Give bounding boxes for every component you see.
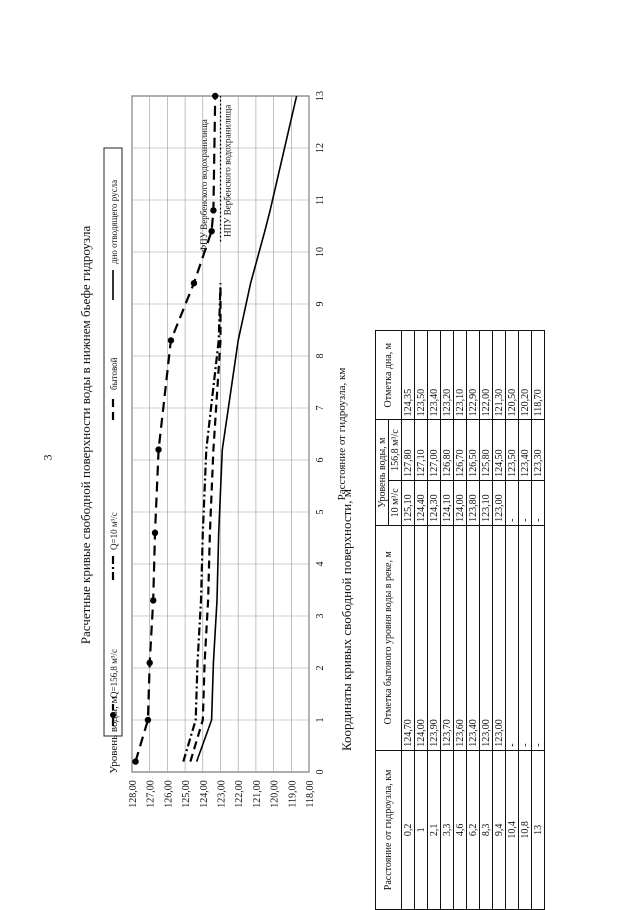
- table-cell: 124,40: [415, 480, 428, 525]
- table-cell: 10,8: [519, 750, 532, 909]
- table-cell: -: [519, 480, 532, 525]
- table-cell: -: [506, 480, 519, 525]
- page-number: 3: [40, 454, 55, 461]
- x-tick-label: 2: [315, 665, 326, 671]
- y-tick-label: 120,00: [269, 780, 281, 808]
- data-point: [147, 660, 153, 666]
- table-cell: 121,30: [493, 331, 506, 420]
- table-row: [428, 331, 441, 910]
- table-row: [454, 331, 467, 910]
- table-cell: 123,30: [532, 420, 545, 481]
- table-cell: 124,30: [428, 480, 441, 525]
- series-line: [190, 283, 220, 761]
- table-cell: 123,40: [428, 331, 441, 420]
- y-tick-label: 125,00: [181, 780, 193, 808]
- data-point: [191, 280, 197, 286]
- table-cell: 3,3: [441, 750, 454, 909]
- table-cell: -: [532, 525, 545, 750]
- annotation-fpu: ФПУ Вербенского водохранилища: [198, 119, 209, 252]
- legend-label: Q=10 м³/с: [109, 512, 119, 550]
- x-tick-label: 13: [315, 91, 326, 101]
- table-cell: 123,10: [480, 480, 493, 525]
- table-cell: 4,6: [454, 750, 467, 909]
- y-tick-label: 121,00: [251, 780, 263, 808]
- table-cell: 123,90: [428, 525, 441, 750]
- x-tick-label: 0: [315, 769, 326, 775]
- table-title: Координаты кривых свободной поверхности, м: [339, 489, 354, 751]
- table-row: [415, 331, 428, 910]
- data-point: [150, 597, 156, 603]
- table-cell: 123,10: [454, 331, 467, 420]
- x-tick-label: 5: [315, 509, 326, 515]
- table-cell: -: [506, 525, 519, 750]
- coordinates-table: [375, 330, 545, 910]
- table-cell: 123,00: [493, 480, 506, 525]
- table-cell: 13: [532, 750, 545, 909]
- table-cell: 8,3: [480, 750, 493, 909]
- table-cell: -: [519, 525, 532, 750]
- table-row: [441, 331, 454, 910]
- table-cell: 127,00: [428, 420, 441, 481]
- x-tick-label: 6: [315, 457, 326, 463]
- legend-label: дно отводящего русла: [109, 179, 119, 264]
- table-cell: 122,00: [480, 331, 493, 420]
- coordinates-table-wrap: [339, 330, 555, 910]
- annotation-npu: НПУ Вербенского водохранилища: [222, 104, 233, 237]
- x-tick-label: 7: [315, 405, 326, 411]
- data-point: [132, 758, 138, 764]
- data-point: [155, 446, 161, 452]
- table-cell: 123,00: [493, 525, 506, 750]
- table-cell: 120,50: [506, 331, 519, 420]
- legend-label: бытовой: [109, 357, 119, 390]
- x-tick-label: 8: [315, 353, 326, 359]
- table-cell: 126,70: [454, 420, 467, 481]
- table-cell: 126,50: [467, 420, 480, 481]
- y-tick-label: 119,00: [287, 780, 299, 808]
- table-cell: 127,80: [402, 420, 415, 481]
- y-tick-label: 127,00: [145, 780, 157, 808]
- table-cell: 124,70: [402, 525, 415, 750]
- th-level: Уровень воды, м: [376, 420, 389, 526]
- table-cell: 125,80: [480, 420, 493, 481]
- th-q156: 156,8 м³/с: [389, 420, 402, 481]
- y-tick-label: 126,00: [163, 780, 175, 808]
- table-cell: 10,4: [506, 750, 519, 909]
- table-cell: 1: [415, 750, 428, 909]
- table-cell: 0,2: [402, 750, 415, 909]
- table-cell: 124,35: [402, 331, 415, 420]
- table-cell: 124,50: [493, 420, 506, 481]
- table-cell: 123,50: [415, 331, 428, 420]
- y-tick-label: 128,00: [128, 780, 139, 808]
- data-point: [152, 530, 158, 536]
- y-tick-label: 124,00: [198, 780, 210, 808]
- data-point: [210, 207, 216, 213]
- table-cell: 123,50: [506, 420, 519, 481]
- table-cell: 124,10: [441, 480, 454, 525]
- y-tick-label: 118,00: [305, 780, 316, 808]
- x-tick-label: 10: [315, 247, 326, 257]
- table-row: [519, 331, 532, 910]
- table-row: [532, 331, 545, 910]
- table-cell: 123,40: [467, 525, 480, 750]
- legend-label: Q=156,8 м³/с: [109, 649, 119, 698]
- table-cell: -: [532, 480, 545, 525]
- th-q10: 10 м³/с: [389, 480, 402, 525]
- table-cell: 123,60: [454, 525, 467, 750]
- table-cell: 124,00: [415, 525, 428, 750]
- table-row: [506, 331, 519, 910]
- series-line: [197, 96, 297, 762]
- table-row: [480, 331, 493, 910]
- table-cell: 124,00: [454, 480, 467, 525]
- data-point: [208, 228, 214, 234]
- x-tick-label: 3: [315, 613, 326, 619]
- table-cell: 122,90: [467, 331, 480, 420]
- x-tick-label: 11: [315, 195, 326, 205]
- table-cell: 127,10: [415, 420, 428, 481]
- data-point: [212, 93, 218, 99]
- x-axis-title: Расстояние от гидроузла, км: [336, 367, 348, 501]
- y-tick-label: 123,00: [216, 780, 228, 808]
- y-axis-title: Уровень воды, м: [108, 696, 120, 774]
- data-point: [145, 717, 151, 723]
- x-tick-label: 4: [315, 561, 326, 567]
- th-bottom: Отметка дна, м: [376, 331, 402, 420]
- y-tick-label: 122,00: [234, 780, 246, 808]
- table-cell: 2,1: [428, 750, 441, 909]
- table-cell: 123,20: [441, 331, 454, 420]
- table-cell: 125,10: [402, 480, 415, 525]
- th-natural: Отметка бытового уровня воды в реке, м: [376, 525, 402, 750]
- x-tick-label: 1: [315, 717, 326, 723]
- x-tick-label: 12: [315, 143, 326, 153]
- table-cell: 126,80: [441, 420, 454, 481]
- series-line: [183, 283, 220, 761]
- table-cell: 123,70: [441, 525, 454, 750]
- x-tick-label: 9: [315, 301, 326, 307]
- data-point: [168, 337, 174, 343]
- table-cell: 123,40: [519, 420, 532, 481]
- table-cell: 9,4: [493, 750, 506, 909]
- table-cell: 120,20: [519, 331, 532, 420]
- table-cell: 123,00: [480, 525, 493, 750]
- table-row: [402, 331, 415, 910]
- table-cell: 118,70: [532, 331, 545, 420]
- table-cell: 6,2: [467, 750, 480, 909]
- table-row: [467, 331, 480, 910]
- table-cell: 123,80: [467, 480, 480, 525]
- chart-title: Расчетные кривые свободной поверхности воды в нижнем бьефе гидроузла: [78, 225, 93, 645]
- table-row: [493, 331, 506, 910]
- th-distance: Расстояние от гидроузла, км: [376, 750, 402, 909]
